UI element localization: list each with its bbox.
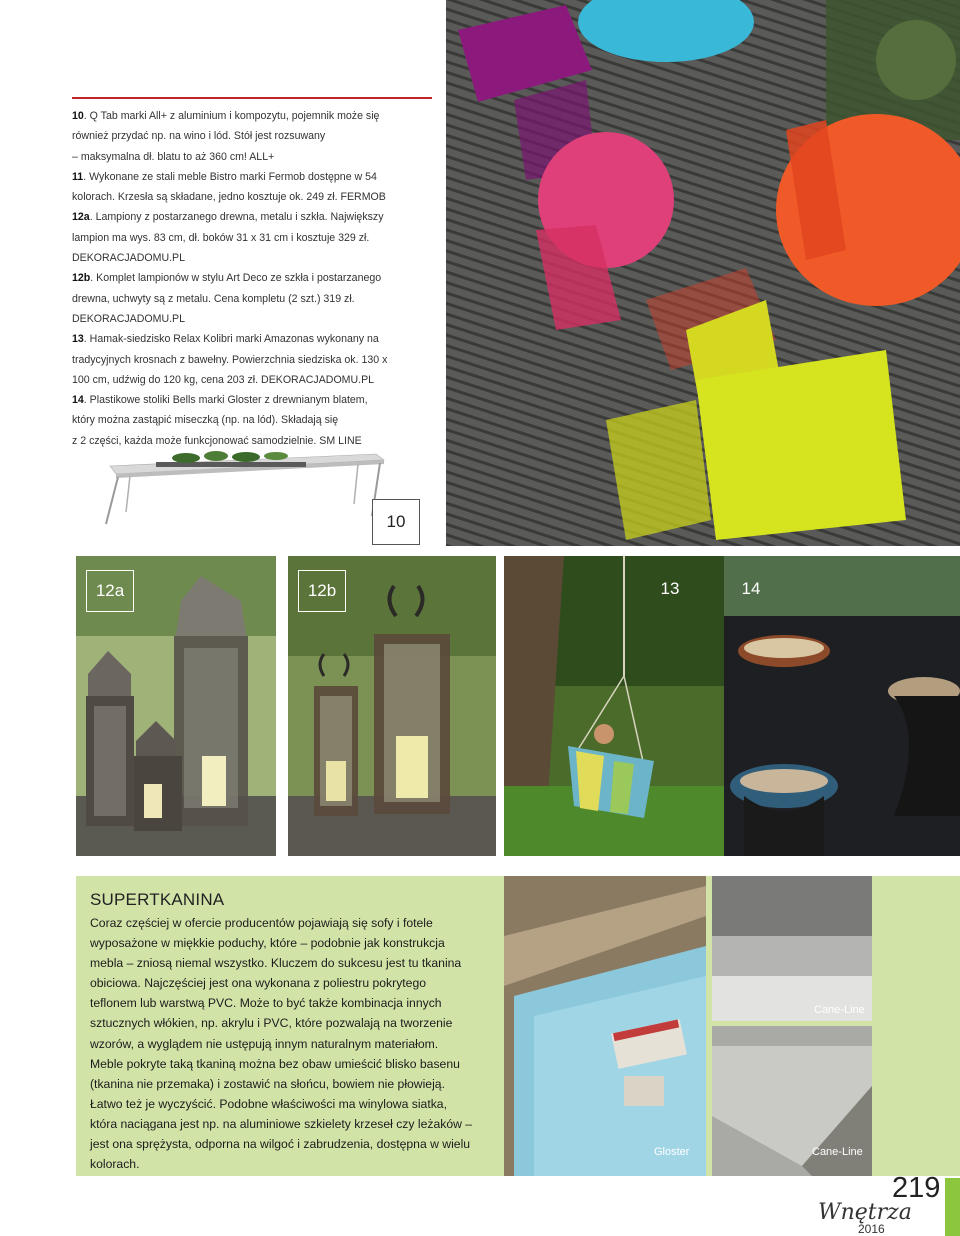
label-12b: 12b (298, 570, 346, 612)
caption-text: DEKORACJADOMU.PL (72, 312, 186, 325)
caption-text: kolorach. Krzesła są składane, jedno kosztuje ok. 249 zł. FERMOB (72, 191, 386, 204)
caption-text: DEKORACJADOMU.PL (72, 252, 186, 265)
caption-number: 14 (72, 394, 84, 407)
supertkanina-line: (tkanina nie przemaka) i zostawić na słońcu, bowiem nie płowieją. (90, 1076, 445, 1091)
table-illustration (96, 446, 386, 526)
caption-line (72, 410, 434, 430)
supertkanina-line: teflonem lub warstwą PVC. Może to być także kombinacja innych (90, 996, 442, 1011)
caption-line (72, 106, 434, 126)
caption-text: . Plastikowe stoliki Bells marki Gloster z drewnianym blatem, (83, 394, 368, 407)
top-rule (72, 97, 432, 99)
green-rule (945, 1178, 960, 1236)
caption-text: 100 cm, udźwig do 120 kg, cena 203 zł. DEKORACJADOMU.PL (72, 373, 375, 386)
supertkanina-line: Łatwo też je wyczyścić. Podobne właściwości ma winylowa siatka, (90, 1096, 447, 1111)
caption-line (72, 390, 434, 410)
caption-line (72, 268, 434, 288)
caption-line (72, 167, 434, 187)
caption-line (72, 187, 434, 207)
supertkanina-line: Meble pokryte taką tkaniną można bez obaw umieścić blisko basenu (90, 1056, 460, 1071)
supertkanina-line: wzorów, a wyglądem nie ustępują innym naturalnym materiałom. (90, 1036, 439, 1051)
caption-text: lampion ma wys. 83 cm, dł. boków 31 x 31 cm i kosztuje 329 zł. (72, 231, 370, 244)
caption-line (72, 350, 434, 370)
supertkanina-line: która naciągana jest np. na aluminiowe szkielety krzeseł czy leżaków – (90, 1116, 473, 1131)
caption-line (72, 207, 434, 227)
caption-line (72, 309, 434, 329)
page-number: 219 (892, 1172, 941, 1204)
supertkanina-body (90, 913, 498, 1174)
supertkanina-line: sztucznych włókien, np. akrylu i PVC, które pozwalają na tworzenie (90, 1016, 453, 1031)
caption-number: 12b (72, 272, 91, 285)
caption-text: również przydać np. na wino i lód. Stół jest rozsuwany (72, 130, 326, 143)
caption-text: . Q Tab marki All+ z aluminium i kompozytu, pojemnik może się (83, 110, 380, 122)
magazine-name: Wnętrza (818, 1200, 912, 1225)
credit-caneline-bottom: Cane-Line (812, 1146, 863, 1158)
caption-number: 12a (72, 211, 90, 224)
caption-line (72, 248, 434, 268)
supertkanina-line: Coraz częściej w ofercie producentów pojawiają się sofy i fotele (90, 916, 433, 930)
label-13: 13 (660, 579, 680, 598)
caption-text: – maksymalna dł. blatu to aż 360 cm! ALL+ (72, 150, 275, 163)
supertkanina-line: obiciowa. Najczęściej jest ona wykonana z poliestru pokrytego (90, 976, 427, 991)
caption-line (72, 289, 434, 309)
caption-text: z 2 części, każda może funkcjonować samodzielnie. SM LINE (72, 434, 362, 447)
captions (72, 106, 434, 451)
label-10: 10 (372, 499, 420, 545)
credit-caneline-top: Cane-Line (814, 1004, 865, 1016)
caption-number: 11 (72, 170, 84, 183)
supertkanina-line: jest ona sprężysta, odporna na wilgoć i zabrudzenia, dostępna w wielu (90, 1137, 471, 1152)
caption-line (72, 329, 434, 349)
caption-text: . Hamak-siedzisko Relax Kolibri marki Amazonas wykonany na (83, 333, 379, 346)
label-12a: 12a (86, 570, 134, 612)
caption-text: . Komplet lampionów w stylu Art Deco ze szkła i postarzanego (90, 272, 382, 285)
supertkanina-title: SUPERTKANINA (90, 890, 225, 909)
supertkanina-line: wyposażone w miękkie poduchy, które – podobnie jak konstrukcja (90, 936, 445, 951)
caption-number: 10 (72, 110, 84, 122)
supertkanina-line: kolorach. (90, 1157, 140, 1172)
photo-fabric-top (712, 876, 872, 1021)
caption-text: . Lampiony z postarzanego drewna, metalu i szkła. Największy (89, 211, 384, 224)
caption-text: który można zastąpić miseczką (np. na lód). Składają się (72, 414, 339, 427)
label-14: 14 (741, 579, 761, 598)
caption-text: drewna, uchwyty są z metalu. Cena kompletu (2 szt.) 319 zł. (72, 292, 355, 305)
caption-line (72, 370, 434, 390)
caption-text: . Wykonane ze stali meble Bistro marki Fermob dostępne w 54 (83, 170, 377, 183)
caption-text: tradycyjnych krosnach z bawełny. Powierzchnia siedziska ok. 130 x (72, 353, 388, 366)
caption-line (72, 147, 434, 167)
photo-bistro-furniture (446, 0, 960, 546)
caption-line (72, 126, 434, 146)
magazine-year: 2016 (858, 1222, 885, 1236)
supertkanina-line: mebla – zniosą niemal wszystko. Kluczem do sukcesu jest tu tkanina (90, 956, 462, 971)
caption-line (72, 228, 434, 248)
caption-number: 13 (72, 333, 84, 346)
credit-gloster: Gloster (654, 1146, 690, 1158)
photo-pool (504, 876, 706, 1176)
